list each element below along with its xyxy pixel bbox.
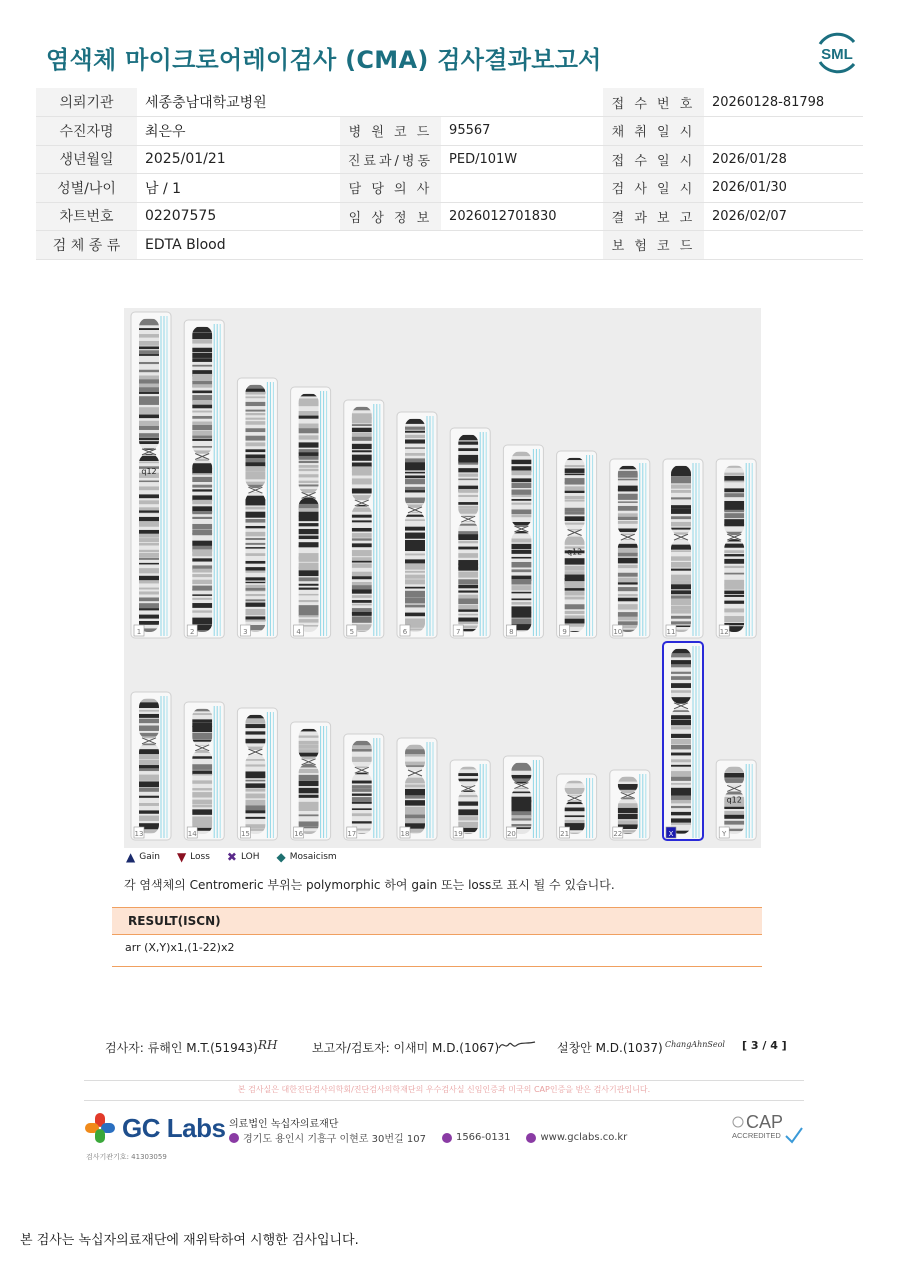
reviewer-signature: 설창안 M.D.(1037) <box>557 1041 663 1055</box>
chromosome-4 <box>291 387 331 638</box>
contact-info <box>229 1130 643 1145</box>
web-icon <box>526 1133 536 1143</box>
info-value: 02207575 <box>137 202 340 231</box>
chromosome-7 <box>450 428 490 638</box>
chromosome-3 <box>237 378 277 638</box>
legend-label: LOH <box>240 852 260 862</box>
info-row <box>36 88 863 117</box>
chromosome-label: 22 <box>613 830 623 838</box>
chromosome-14 <box>184 702 224 840</box>
chromosome-label: 18 <box>400 830 410 838</box>
chromosome-label: 4 <box>296 628 301 636</box>
page-title: 염색체 마이크로어레이검사 (CMA) 검사결과보고서 <box>46 46 602 74</box>
info-row <box>36 202 863 231</box>
loss-marker-icon: ▼ <box>176 850 187 864</box>
info-value: EDTA Blood <box>137 231 603 260</box>
chromosome-label: 9 <box>562 628 567 636</box>
info-value: 2026/01/30 <box>704 174 863 203</box>
website-link[interactable]: www.gclabs.co.kr <box>540 1132 628 1143</box>
chromosome-label: 12 <box>719 628 729 636</box>
info-label: 접 수 번 호 <box>603 88 704 117</box>
info-value <box>704 231 863 260</box>
info-label: 접 수 일 시 <box>603 145 704 174</box>
bottom-note: 본 검사는 녹십자의료재단에 재위탁하여 시행한 검사입니다. <box>20 1233 359 1248</box>
cap-text: CAP <box>746 1112 784 1132</box>
chromosome-label: 17 <box>347 830 357 838</box>
info-label: 성별/나이 <box>36 174 137 203</box>
tester-handwritten-sign: RH <box>258 1038 278 1052</box>
info-value: 남 / 1 <box>137 174 340 203</box>
chromosome-label: 7 <box>455 628 461 636</box>
chromosome-20 <box>503 756 543 840</box>
address: 경기도 용인시 기흥구 이현로 30번길 107 <box>243 1134 426 1145</box>
institution-number: 검사기관기호: 41303059 <box>86 1153 167 1161</box>
patient-info-table <box>36 88 863 260</box>
info-label: 병 원 코 드 <box>340 117 441 146</box>
cap-subtext: ACCREDITED <box>732 1131 781 1140</box>
chromosome-17 <box>344 734 384 840</box>
info-value: PED/101W <box>441 145 603 174</box>
legend-item-mosaicism <box>277 851 337 863</box>
info-value: 2026/01/28 <box>704 145 863 174</box>
page-number: [ 3 / 4 ] <box>742 1039 787 1052</box>
legend-label: Loss <box>190 852 210 862</box>
chromosome-label: 10 <box>613 628 623 636</box>
chromosome-label: 5 <box>349 628 355 636</box>
result-header: RESULT(ISCN) <box>112 907 762 935</box>
result-value: arr (X,Y)x1,(1-22)x2 <box>112 935 762 967</box>
info-label: 의뢰기관 <box>36 88 137 117</box>
chromosome-label: 20 <box>506 830 516 838</box>
chromosome-21 <box>557 774 597 840</box>
chromosome-label: Y <box>722 830 727 838</box>
reviewer-handwritten-sign: ChangAhnSeol <box>665 1040 725 1049</box>
gc-labs-logo <box>84 1112 225 1144</box>
chromosome-X <box>663 642 703 840</box>
info-value: 95567 <box>441 117 603 146</box>
chromosome-19 <box>450 760 490 840</box>
chromosome-label: 21 <box>560 830 570 838</box>
info-value: 20260128-81798 <box>704 88 863 117</box>
chromosome-6 <box>397 412 437 638</box>
legend-item-gain <box>126 851 160 863</box>
chromosome-label: 2 <box>189 628 195 636</box>
centromere-note: 각 염색체의 Centromeric 부위는 polymorphic 하여 gain 또는 loss로 표시 될 수 있습니다. <box>124 878 615 892</box>
divider <box>84 1080 804 1081</box>
tester-signature: 검사자: 류해인 M.T.(51943) <box>105 1041 258 1055</box>
legend-label: Mosaicism <box>289 852 337 862</box>
chromosome-5 <box>344 400 384 638</box>
chromosome-label: 13 <box>134 830 144 838</box>
chromosome-8 <box>503 445 543 638</box>
chromosome-1 <box>131 312 171 638</box>
info-label: 수진자명 <box>36 117 137 146</box>
chromosome-label: 8 <box>509 628 514 636</box>
chromosome-16 <box>291 722 331 840</box>
gain-marker-icon: ▲ <box>126 850 136 864</box>
divider <box>84 1100 804 1101</box>
chromosome-Y <box>716 760 756 840</box>
info-label: 검 사 일 시 <box>603 174 704 203</box>
chromosome-2 <box>184 320 224 638</box>
chromosome-13 <box>131 692 171 840</box>
sml-logo-text: SML <box>821 46 853 63</box>
info-label: 진료과/병동 <box>340 145 441 174</box>
cap-accredited-logo <box>730 1110 804 1148</box>
chromosome-11 <box>663 459 703 638</box>
info-row <box>36 145 863 174</box>
mosaicism-marker-icon: ◆ <box>276 850 286 864</box>
chromosome-label: 14 <box>187 830 197 838</box>
band-annotation: q12 <box>566 547 583 557</box>
info-value: 2025/01/21 <box>137 145 340 174</box>
loh-marker-icon: ✖ <box>226 850 237 864</box>
chromosome-label: X <box>668 830 674 838</box>
karyogram-legend <box>126 850 354 864</box>
info-value: 세종충남대학교병원 <box>137 88 603 117</box>
info-label: 차트번호 <box>36 202 137 231</box>
info-label: 결 과 보 고 <box>603 202 704 231</box>
chromosome-9 <box>557 451 597 638</box>
karyogram-panel <box>124 308 761 848</box>
gc-cross-icon <box>84 1112 116 1144</box>
chromosome-label: 16 <box>294 830 304 838</box>
info-value: 최은우 <box>137 117 340 146</box>
foundation-name: 의료법인 녹십자의료재단 <box>229 1119 339 1130</box>
legend-label: Gain <box>139 852 160 862</box>
chromosome-label: 19 <box>453 830 463 838</box>
phone: 1566-0131 <box>455 1132 511 1143</box>
chromosome-15 <box>237 708 277 840</box>
chromosome-18 <box>397 738 437 840</box>
info-value <box>704 117 863 146</box>
info-value <box>441 174 603 203</box>
chromosome-label: 3 <box>243 628 248 636</box>
info-label: 생년월일 <box>36 145 137 174</box>
chromosome-label: 6 <box>402 628 408 636</box>
accreditation-disclaimer: 본 검사실은 대한진단검사의학회/진단검사의학재단의 우수검사실 신임인증과 미국의 CAP인증을 받은 검사기관입니다. <box>237 1085 651 1094</box>
info-label: 채 취 일 시 <box>603 117 704 146</box>
phone-icon <box>442 1133 452 1143</box>
gc-labs-text: GC Labs <box>122 1112 226 1143</box>
chromosome-label: 11 <box>666 628 676 636</box>
reporter-handwritten-sign <box>497 1038 537 1052</box>
band-annotation: q12 <box>726 795 742 805</box>
chromosome-10 <box>610 459 650 638</box>
chromosome-12 <box>716 459 756 638</box>
result-box <box>112 907 762 967</box>
info-value: 2026/02/07 <box>704 202 863 231</box>
band-annotation: q12 <box>141 466 157 476</box>
info-label: 보 험 코 드 <box>603 231 704 260</box>
info-label: 검 체 종 류 <box>36 231 137 260</box>
legend-item-loss <box>177 851 210 863</box>
chromosome-22 <box>610 770 650 840</box>
legend-item-loh <box>227 851 260 863</box>
location-icon <box>229 1133 239 1143</box>
chromosome-label: 1 <box>136 628 142 636</box>
sml-logo <box>812 30 862 76</box>
reporter-signature: 보고자/검토자: 이새미 M.D.(1067) <box>312 1041 500 1055</box>
info-row <box>36 231 863 260</box>
info-value: 2026012701830 <box>441 202 603 231</box>
chromosome-label: 15 <box>240 830 250 838</box>
info-row <box>36 117 863 146</box>
info-row <box>36 174 863 203</box>
info-label: 담 당 의 사 <box>340 174 441 203</box>
info-label: 임 상 정 보 <box>340 202 441 231</box>
